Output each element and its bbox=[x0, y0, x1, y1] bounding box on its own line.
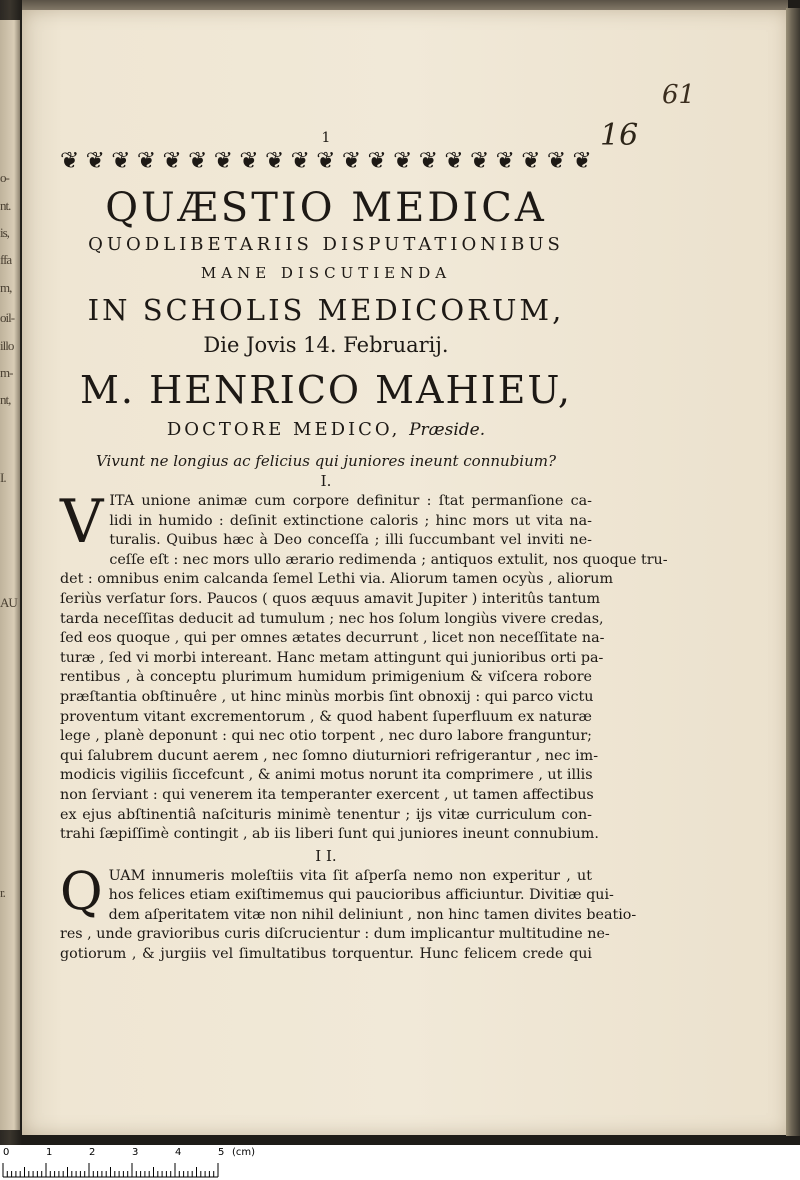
ornament-glyph: ❦ bbox=[521, 148, 541, 174]
section-2-numeral: I I. bbox=[315, 846, 337, 865]
ornament-glyph: ❦ bbox=[111, 148, 131, 174]
ruler-ticks bbox=[0, 1145, 800, 1180]
text-line: turæ , ſed vi morbi intereant. Hanc metam attingunt qui junioribus orti pa- bbox=[60, 649, 604, 666]
ornament-glyph: ❦ bbox=[290, 148, 310, 174]
question-text: Vivunt ne longius ac felicius qui juniores ineunt connubium? bbox=[95, 452, 557, 470]
text-line: ex ejus abſtinentiâ naſcituris minimè tenentur ; ijs vitæ curriculum con- bbox=[60, 806, 592, 823]
ruler-label: 5 bbox=[218, 1147, 225, 1158]
text-line: ITA unione animæ cum corpore definitur : ſtat permanſione ca- bbox=[109, 493, 592, 509]
title-line-2: QUODLIBETARIIS DISPUTATIONIBUS bbox=[88, 234, 564, 255]
text-line: modicis vigiliis ſiccefcunt , & animi motus norunt ita comprimere , ut illis bbox=[60, 767, 593, 784]
text-line: qui ſalubrem ducunt aerem , nec ſomno diuturniori refrigerantur , nec im- bbox=[60, 747, 599, 764]
ornament-glyph: ❦ bbox=[60, 148, 80, 174]
ornament-glyph: ❦ bbox=[85, 148, 105, 174]
ornament-glyph: ❦ bbox=[418, 148, 439, 174]
section-1-paragraph bbox=[60, 487, 668, 845]
ornament-glyph: ❦ bbox=[188, 148, 208, 174]
facing-fragment: o- bbox=[0, 170, 9, 185]
ruler-label: 0 bbox=[3, 1147, 10, 1158]
ornament-band bbox=[60, 148, 592, 174]
text-line: lidi in humido : deſinit extinctione caloris ; hinc mors ut vita na- bbox=[109, 512, 592, 529]
ruler-label: 3 bbox=[132, 1147, 139, 1158]
title-line-1: QUÆSTIO MEDICA bbox=[105, 185, 547, 231]
text-line: lege , planè deponunt : qui nec otio torpent , nec duro labore franguntur; bbox=[60, 728, 592, 745]
text-line: præſtantia obſtinuêre , ut hinc minùs morbis ſint obnoxij : qui parco victu bbox=[60, 688, 594, 705]
text-line: tarda neceſſitas deducit ad tumulum ; nec hos ſolum longiùs vivere credas, bbox=[60, 610, 604, 627]
section-2-paragraph bbox=[60, 861, 637, 965]
ornament-glyph: ❦ bbox=[444, 148, 464, 174]
ornament-glyph: ❦ bbox=[316, 148, 336, 174]
title-line-6: M. HENRICO MAHIEU, bbox=[80, 368, 572, 412]
text-line: res , unde gravioribus curis diſcrucientur : dum implicantur multitudine ne- bbox=[60, 926, 610, 943]
text-line: trahi ſæpiſſimè contingit , ab iis liberi ſunt qui juniores ineunt connubium. bbox=[60, 826, 599, 843]
ornament-glyph: ❦ bbox=[393, 148, 413, 174]
handwritten-number: 16 bbox=[600, 118, 639, 153]
title-line-3: MANE DISCUTIENDA bbox=[200, 264, 452, 282]
ruler-label: 2 bbox=[89, 1147, 96, 1158]
section-1-numeral: I. bbox=[320, 472, 332, 490]
facing-fragment: nt, bbox=[0, 392, 11, 407]
title-line-7-tail: Præside. bbox=[409, 420, 486, 440]
text-line: non ſerviant : qui venerem ita temperanter exercent , ut tamen affectibus bbox=[60, 786, 594, 803]
facing-fragment: illo bbox=[0, 338, 14, 353]
title-line-5: Die Jovis 14. Februarij. bbox=[203, 333, 449, 357]
facing-fragment: r. bbox=[0, 885, 5, 900]
section-1-drop-cap: V bbox=[60, 487, 104, 557]
facing-fragment: m- bbox=[0, 365, 13, 380]
ornament-glyph: ❦ bbox=[470, 148, 490, 174]
title-line-7-caps: DOCTORE MEDICO, bbox=[166, 419, 401, 440]
facing-fragment: is, bbox=[0, 225, 9, 240]
ornament-glyph: ❦ bbox=[239, 148, 259, 174]
ornament-glyph: ❦ bbox=[213, 148, 234, 174]
text-line: proventum vitant excrementorum , & quod habent ſuperfluum ex naturæ bbox=[60, 708, 592, 725]
text-line: hos felices etiam exiſtimemus qui paucioribus afficiuntur. Divitiæ qui- bbox=[108, 887, 614, 904]
section-2-drop-cap: Q bbox=[60, 861, 103, 922]
ornament-glyph: ❦ bbox=[495, 148, 515, 174]
title-line-4: IN SCHOLIS MEDICORUM, bbox=[87, 293, 565, 327]
ornament-glyph: ❦ bbox=[572, 148, 592, 174]
ornament-glyph: ❦ bbox=[341, 148, 362, 174]
ruler-label: 1 bbox=[46, 1147, 53, 1158]
facing-fragment: ffa bbox=[0, 252, 12, 267]
ornament-glyph: ❦ bbox=[265, 148, 285, 174]
facing-page-edge bbox=[0, 20, 20, 1130]
text-line: turalis. Quibus hæc à Deo conceſſa ; illi ſuccumbant vel inviti ne- bbox=[109, 532, 592, 549]
signature-mark: 1 bbox=[321, 130, 331, 146]
ruler-unit: (cm) bbox=[232, 1147, 256, 1158]
facing-fragment: AU bbox=[0, 595, 17, 610]
title-line-7 bbox=[60, 416, 592, 444]
text-line: ſed eos quoque , qui per omnes ætates decurrunt , licet non neceſſitate na- bbox=[60, 630, 605, 647]
scale-ruler bbox=[0, 1145, 800, 1180]
ruler-label: 4 bbox=[175, 1147, 182, 1158]
ornament-glyph: ❦ bbox=[367, 148, 387, 174]
handwritten-folio: 61 bbox=[662, 80, 696, 110]
text-line: det : omnibus enim calcanda ſemel Lethi via. Aliorum tamen ocyùs , aliorum bbox=[60, 571, 614, 588]
text-line: ſeriùs verſatur ſors. Paucos ( quos æquus amavit Jupiter ) interitûs tantum bbox=[60, 590, 601, 607]
text-line: rentibus , à conceptu plurimum humidum primigenium & viſcera robore bbox=[60, 669, 592, 686]
text-line: ceſſe eſt : nec mors ullo ærario redimenda ; antiquos extulit, nos quoque tru- bbox=[109, 551, 668, 568]
ornament-glyph: ❦ bbox=[136, 148, 157, 174]
page-right-edge bbox=[786, 8, 800, 1136]
facing-fragment: I. bbox=[0, 470, 6, 485]
text-line: dem aſperitatem vitæ non nihil deliniunt , non hinc tamen divites beatio- bbox=[108, 906, 637, 923]
facing-fragment: nt. bbox=[0, 198, 11, 213]
ornament-glyph: ❦ bbox=[546, 148, 567, 174]
facing-fragment: m, bbox=[0, 280, 12, 295]
text-line: gotiorum , & jurgiis vel ſimultatibus torquentur. Hunc felicem crede qui bbox=[60, 946, 592, 963]
facing-fragment: oil- bbox=[0, 310, 15, 325]
text-line: UAM innumeris moleſtiis vita ſit aſperſa nemo non experitur , ut bbox=[108, 867, 592, 884]
ornament-glyph: ❦ bbox=[162, 148, 182, 174]
